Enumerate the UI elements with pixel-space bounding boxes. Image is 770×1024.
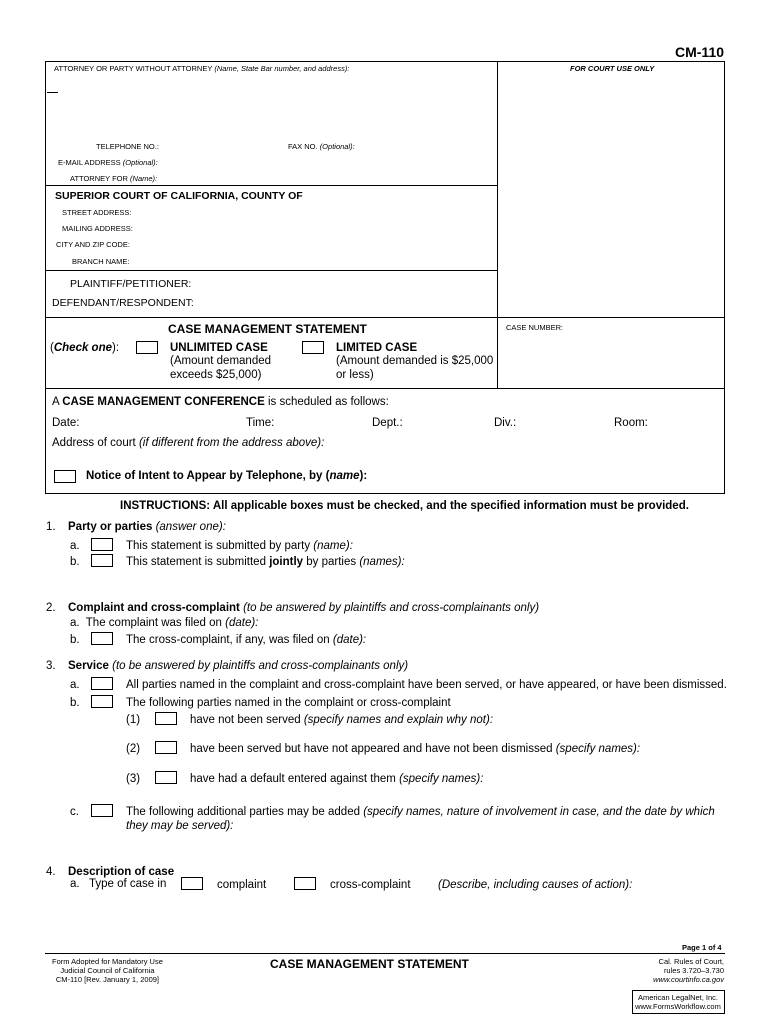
unlimited-case-title: UNLIMITED CASE <box>170 342 268 354</box>
item3b3-checkbox[interactable] <box>155 771 177 784</box>
item4a-complaint-checkbox[interactable] <box>181 877 203 890</box>
attorney-bottom-rule <box>45 185 497 186</box>
case-number-label[interactable]: CASE NUMBER: <box>506 323 564 332</box>
item3b-checkbox[interactable] <box>91 695 113 708</box>
item3c-label: c. <box>70 806 79 818</box>
item4a-text: a. Type of case in <box>70 878 167 890</box>
item3c-checkbox[interactable] <box>91 804 113 817</box>
item3b2-label: (2) <box>126 743 141 755</box>
check-one-label: (Check one): <box>50 342 120 354</box>
item2b-label: b. <box>70 634 80 646</box>
item1-title: Party or parties (answer one): <box>68 521 226 533</box>
item4a-cross-checkbox[interactable] <box>294 877 316 890</box>
attorney-heading: ATTORNEY OR PARTY WITHOUT ATTORNEY (Name, State Bar number, and address): <box>54 64 350 73</box>
mailing-address-label[interactable]: MAILING ADDRESS: <box>62 224 133 233</box>
item3c-text: The following additional parties may be added (specify names, nature of involvement in case, and the date by which <box>126 806 715 818</box>
item1a-checkbox[interactable] <box>91 538 113 551</box>
item2b-checkbox[interactable] <box>91 632 113 645</box>
court-title: SUPERIOR COURT OF CALIFORNIA, COUNTY OF <box>55 190 303 202</box>
city-zip-label[interactable]: CITY AND ZIP CODE: <box>56 240 130 249</box>
publisher-text[interactable]: American LegalNet, Inc. www.FormsWorkflow.com <box>635 993 721 1011</box>
item3-title: Service (to be answered by plaintiffs and cross-complainants only) <box>68 660 409 672</box>
right-border <box>724 61 725 389</box>
defendant-label[interactable]: DEFENDANT/RESPONDENT: <box>52 297 194 309</box>
item3-number: 3. <box>46 660 56 672</box>
rules-citation: Cal. Rules of Court, rules 3.720–3.730 www.courtinfo.ca.gov <box>653 957 724 984</box>
item4a-note: (Describe, including causes of action): <box>438 879 633 891</box>
street-address-label[interactable]: STREET ADDRESS: <box>62 208 132 217</box>
branch-name-label[interactable]: BRANCH NAME: <box>72 257 130 266</box>
attorney-for-label[interactable]: ATTORNEY FOR (Name): <box>70 174 158 183</box>
limited-case-note-1: (Amount demanded is $25,000 <box>336 355 494 367</box>
footer-rule <box>45 953 725 954</box>
footer-title: CASE MANAGEMENT STATEMENT <box>270 957 469 971</box>
conference-line: A CASE MANAGEMENT CONFERENCE is scheduled as follows: <box>52 396 389 408</box>
item2-title: Complaint and cross-complaint (to be answered by plaintiffs and cross-complainants only) <box>68 602 540 614</box>
item3b3-label: (3) <box>126 773 141 785</box>
limited-case-title: LIMITED CASE <box>336 342 418 354</box>
conference-dept-label[interactable]: Dept.: <box>372 417 403 429</box>
unlimited-case-note-1: (Amount demanded <box>170 355 272 367</box>
court-bottom-rule <box>45 270 497 271</box>
telephone-label[interactable]: TELEPHONE NO.: <box>96 142 159 151</box>
item3b2-checkbox[interactable] <box>155 741 177 754</box>
telephone-appearance-checkbox[interactable] <box>54 470 76 483</box>
conference-div-label[interactable]: Div.: <box>494 417 517 429</box>
attorney-mark <box>47 92 58 93</box>
unlimited-case-checkbox[interactable] <box>136 341 158 354</box>
email-label[interactable]: E-MAIL ADDRESS (Optional): <box>58 158 158 167</box>
item2-number: 2. <box>46 602 56 614</box>
item1a-label: a. <box>70 540 80 552</box>
item3c-text-2: they may be served): <box>126 820 234 832</box>
item3b2-text: have been served but have not appeared and have not been dismissed (specify names): <box>190 743 641 755</box>
item3b-label: b. <box>70 697 80 709</box>
court-use-divider <box>497 61 498 389</box>
telephone-appearance-label: Notice of Intent to Appear by Telephone, by (name): <box>86 470 368 482</box>
item3b1-text: have not been served (specify names and explain why not): <box>190 714 494 726</box>
left-border <box>45 61 46 389</box>
item3a-checkbox[interactable] <box>91 677 113 690</box>
limited-case-note-2: or less) <box>336 369 374 381</box>
item1a-text: This statement is submitted by party (name): <box>126 540 353 552</box>
item1b-label: b. <box>70 556 80 568</box>
adopted-note: Form Adopted for Mandatory Use Judicial Council of California CM-110 [Rev. January 1, 2009] <box>52 957 163 984</box>
item3b1-checkbox[interactable] <box>155 712 177 725</box>
parties-bottom-rule <box>45 317 725 318</box>
item3b3-text: have had a default entered against them (specify names): <box>190 773 484 785</box>
conference-room-label[interactable]: Room: <box>614 417 648 429</box>
item3a-text: All parties named in the complaint and cross-complaint have been served, or have appeared, or have been dismissed. <box>126 679 727 691</box>
item4a-cross-label: cross-complaint <box>330 879 411 891</box>
item3a-label: a. <box>70 679 80 691</box>
header-top-rule <box>45 61 725 62</box>
court-address-label[interactable]: Address of court (if different from the address above): <box>52 437 325 449</box>
case-title: CASE MANAGEMENT STATEMENT <box>168 322 367 336</box>
item1b-text: This statement is submitted jointly by parties (names): <box>126 556 405 568</box>
court-use-label: FOR COURT USE ONLY <box>570 64 655 73</box>
form-id: CM-110 <box>675 44 725 60</box>
limited-case-checkbox[interactable] <box>302 341 324 354</box>
conference-time-label[interactable]: Time: <box>246 417 275 429</box>
item3b-text: The following parties named in the complaint or cross-complaint <box>126 697 451 709</box>
instructions: INSTRUCTIONS: All applicable boxes must be checked, and the specified information must be provided. <box>120 500 689 512</box>
unlimited-case-note-2: exceeds $25,000) <box>170 369 262 381</box>
item2b-text: The cross-complaint, if any, was filed on (date): <box>126 634 367 646</box>
item3b1-label: (1) <box>126 714 141 726</box>
conference-date-label[interactable]: Date: <box>52 417 80 429</box>
item1b-checkbox[interactable] <box>91 554 113 567</box>
item2a-text: a. The complaint was filed on (date): <box>70 617 259 629</box>
plaintiff-label[interactable]: PLAINTIFF/PETITIONER: <box>70 278 192 290</box>
item4a-complaint-label: complaint <box>217 879 267 891</box>
item4-title: Description of case <box>68 866 175 878</box>
item4-number: 4. <box>46 866 56 878</box>
item1-number: 1. <box>46 521 56 533</box>
page-number: Page 1 of 4 <box>682 943 722 952</box>
fax-label[interactable]: FAX NO. (Optional): <box>288 142 355 151</box>
